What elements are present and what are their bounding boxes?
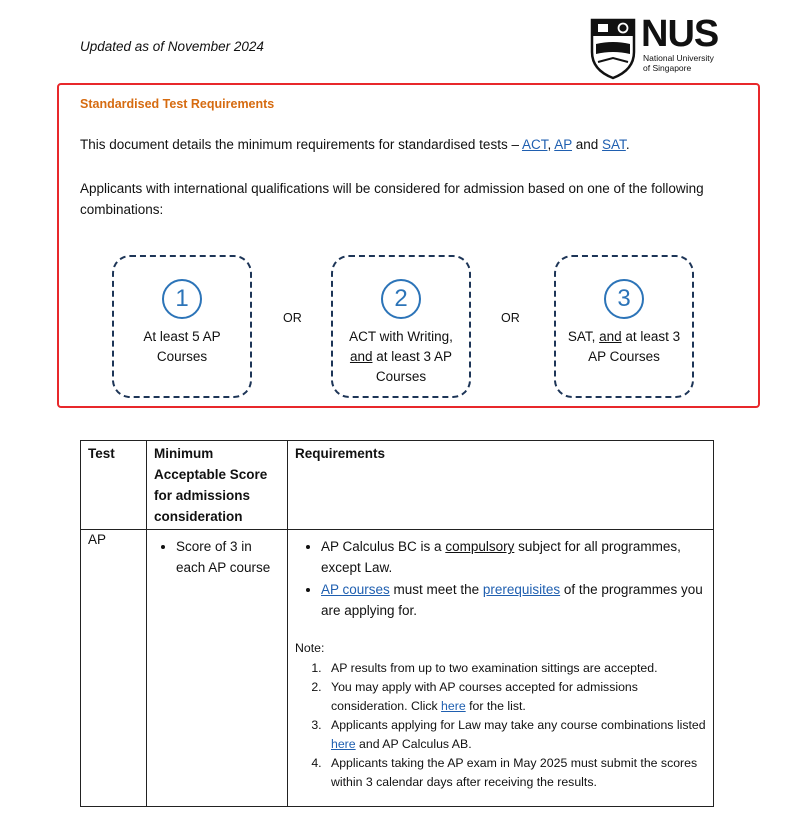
header-minimum-score: Minimum Acceptable Score for admissions consideration: [147, 441, 288, 530]
note-item: 4. Applicants taking the AP exam in May 2025 must submit the scores within 3 calendar days after receiving the results.: [325, 754, 706, 792]
notes-list: [295, 659, 706, 792]
header-requirements: Requirements: [288, 441, 714, 530]
nus-crest-icon: [590, 18, 636, 80]
updated-date: Updated as of November 2024: [80, 39, 264, 54]
option-3-card: [554, 255, 694, 398]
ap-link[interactable]: AP: [554, 137, 573, 152]
nus-logo: [590, 13, 730, 82]
section-heading: Standardised Test Requirements: [80, 97, 275, 111]
note-item: 2. You may apply with AP courses accepted for admissions consideration. Click here for the list.: [325, 678, 706, 716]
prerequisites-link[interactable]: prerequisites: [482, 582, 561, 597]
requirements-table: [80, 440, 714, 807]
act-link[interactable]: ACT: [521, 137, 548, 152]
option-text: SAT, and at least 3 AP Courses: [567, 329, 681, 364]
requirement-item: • AP Calculus BC is a compulsory subject for all programmes, except Law.: [321, 536, 706, 578]
ap-courses-link[interactable]: AP courses: [321, 582, 390, 597]
option-2-card: [331, 255, 471, 398]
option-text: ACT with Writing, and at least 3 AP Courses: [349, 329, 453, 384]
combinations-paragraph: Applicants with international qualifications will be considered for admission based on one of the following combinations:: [80, 181, 704, 217]
table-header-row: [81, 441, 714, 530]
here-link-law[interactable]: here: [331, 737, 356, 751]
table-row: [81, 530, 714, 807]
header-test: Test: [81, 441, 147, 530]
or-label: OR: [501, 311, 520, 325]
option-1-card: [112, 255, 252, 398]
here-link-courses[interactable]: here: [441, 699, 466, 713]
option-number: 3: [604, 279, 644, 319]
logo-subtitle: National University of Singapore: [643, 53, 714, 73]
intro-paragraph: This document details the minimum requirements for standardised tests – ACT, AP and SAT.: [80, 137, 630, 152]
logo-wordmark: NUS: [641, 13, 719, 55]
note-item: 3. Applicants applying for Law may take any course combinations listed here and AP Calculus AB.: [325, 716, 706, 754]
requirement-item: • AP courses must meet the prerequisites of the programmes you are applying for.: [321, 579, 706, 621]
cell-score: • Score of 3 in each AP course: [147, 530, 288, 807]
sat-link[interactable]: SAT: [602, 137, 626, 152]
or-label: OR: [283, 311, 302, 325]
option-text: At least 5 AP Courses: [143, 329, 221, 364]
option-number: 1: [162, 279, 202, 319]
note-label: Note:: [295, 641, 325, 655]
option-number: 2: [381, 279, 421, 319]
cell-test: AP: [81, 530, 147, 807]
note-item: 1. AP results from up to two examination sittings are accepted.: [325, 659, 706, 678]
cell-requirements: [288, 530, 714, 807]
